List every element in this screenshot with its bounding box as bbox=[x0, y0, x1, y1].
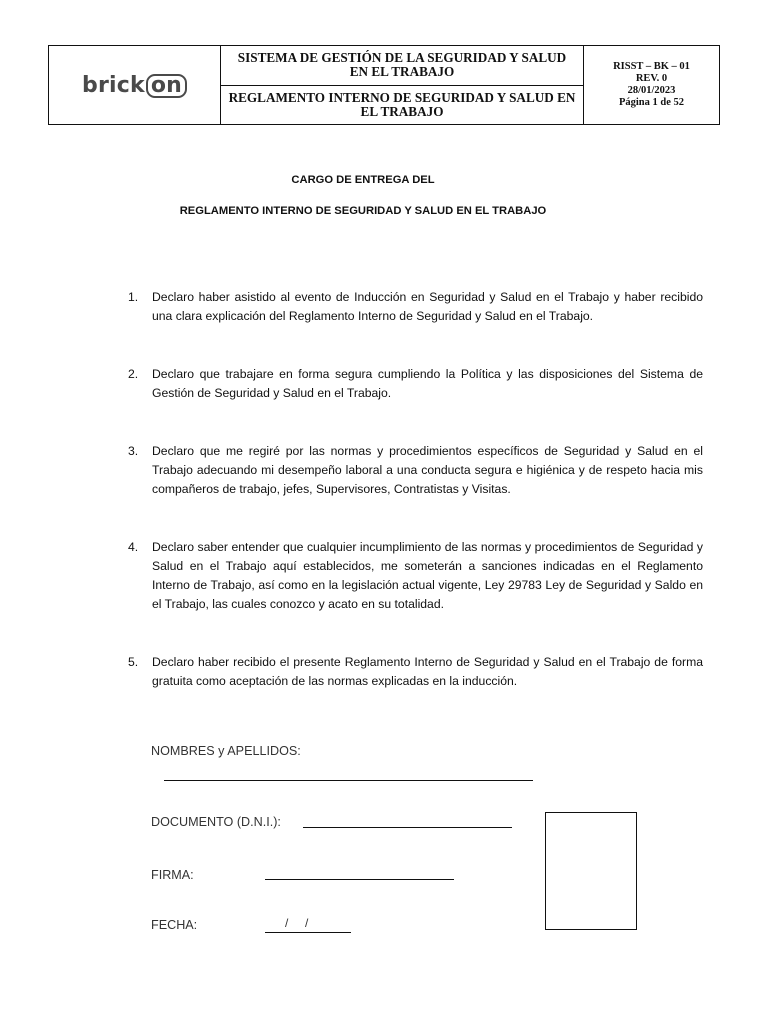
document-revision: REV. 0 bbox=[635, 73, 668, 84]
declaration-item bbox=[128, 653, 703, 691]
system-title: SISTEMA DE GESTIÓN DE LA SEGURIDAD Y SALUD EN EL TRABAJO bbox=[221, 46, 583, 86]
document-date: 28/01/2023 bbox=[627, 85, 676, 96]
date-label: FECHA: bbox=[151, 918, 198, 932]
brickon-logo bbox=[82, 73, 187, 98]
title-cell bbox=[221, 46, 584, 124]
logo-text: brick bbox=[82, 72, 145, 98]
document-label: DOCUMENTO (D.N.I.): bbox=[151, 815, 281, 829]
regulation-title: REGLAMENTO INTERNO DE SEGURIDAD Y SALUD EN EL TRABAJO bbox=[228, 89, 576, 119]
declaration-text: Declaro que trabajare en forma segura cumpliendo la Política y las disposiciones del Sistema de Gestión de Seguridad y Salud en el Trabajo. bbox=[152, 367, 703, 400]
signature-label: FIRMA: bbox=[151, 868, 194, 882]
document-header bbox=[48, 45, 720, 125]
heading-line-2: REGLAMENTO INTERNO DE SEGURIDAD Y SALUD EN EL TRABAJO bbox=[179, 205, 547, 217]
declaration-number: 4. bbox=[128, 540, 139, 554]
logo-cell bbox=[49, 46, 221, 124]
declaration-item bbox=[128, 538, 703, 614]
logo-badge: on bbox=[146, 74, 187, 98]
declaration-number: 3. bbox=[128, 444, 139, 458]
declaration-number: 1. bbox=[128, 290, 139, 304]
declaration-text: Declaro que me regiré por las normas y procedimientos específicos de Seguridad y Salud en el Trabajo adecuando mi desempeño laboral a una conducta segura e higiénica y de respeto hacia mis compañeros de trabajo, jefes, Supervisores, Contratistas y Visitas. bbox=[152, 444, 703, 496]
declaration-number: 5. bbox=[128, 655, 139, 669]
declaration-item bbox=[128, 288, 703, 326]
declaration-item bbox=[128, 365, 703, 403]
document-code-cell bbox=[584, 46, 719, 124]
declaration-text: Declaro haber recibido el presente Reglamento Interno de Seguridad y Salud en el Trabajo de forma gratuita como aceptación de las normas explicadas en la inducción. bbox=[152, 655, 703, 688]
page-number: Página 1 de 52 bbox=[618, 97, 685, 108]
date-line[interactable] bbox=[265, 932, 351, 933]
document-code: RISST – BK – 01 bbox=[613, 61, 690, 72]
declaration-text: Declaro saber entender que cualquier incumplimiento de las normas y procedimientos de Seguridad y Salud en el Trabajo aquí establecidos, me someterán a sanciones indicadas en el Reglamento Interno de Trabajo, así como en la legislación actual vigente, Ley 29783 Ley de Seguridad y Saldo en el Trabajo, las cuales conozco y acato en su totalidad. bbox=[152, 540, 703, 611]
heading-line-1: CARGO DE ENTREGA DEL bbox=[291, 174, 435, 186]
declaration-item bbox=[128, 442, 703, 499]
fingerprint-box bbox=[545, 812, 637, 930]
document-signature-line[interactable] bbox=[303, 827, 512, 828]
declaration-text: Declaro haber asistido al evento de Inducción en Seguridad y Salud en el Trabajo y haber recibido una clara explicación del Reglamento Interno de Seguridad y Salud en el Trabajo. bbox=[152, 290, 703, 323]
declaration-number: 2. bbox=[128, 367, 139, 381]
names-signature-line[interactable] bbox=[164, 780, 533, 781]
signature-line[interactable] bbox=[265, 879, 454, 880]
names-label: NOMBRES y APELLIDOS: bbox=[151, 744, 301, 758]
date-separators: / / bbox=[285, 916, 309, 930]
